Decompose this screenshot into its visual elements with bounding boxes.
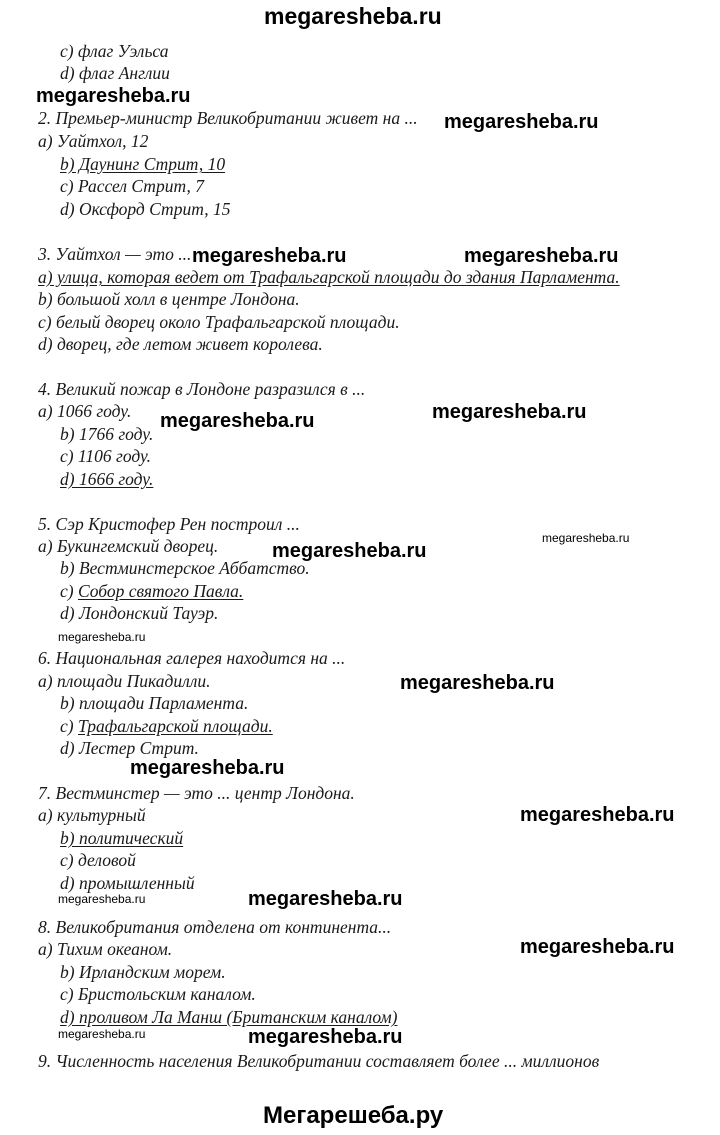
- q4-option-c: c) 1106 году.: [60, 446, 152, 466]
- watermark: megaresheba.ru: [272, 540, 427, 562]
- q6-option-b: b) площади Парламента.: [60, 693, 249, 713]
- q2-option-c: c) Рассел Стрит, 7: [60, 176, 205, 196]
- q3-option-a-answer: a) улица, которая ведет от Трафальгарской площади до здания Парламента.: [38, 267, 620, 287]
- q5-option-b: b) Вестминстерское Аббатство.: [60, 558, 310, 578]
- q2-option-a: a) Уайтхол, 12: [38, 131, 149, 151]
- q3-option-c: c) белый дворец около Трафальгарской площади.: [38, 312, 400, 332]
- q4-option-b: b) 1766 году.: [60, 424, 154, 444]
- watermark: megaresheba.ru: [464, 245, 619, 267]
- q4-option-a: a) 1066 году.: [38, 401, 132, 421]
- q6-option-d: d) Лестер Стрит.: [60, 738, 199, 758]
- q3-option-b: b) большой холл в центре Лондона.: [38, 289, 300, 309]
- q2-option-d: d) Оксфорд Стрит, 15: [60, 199, 231, 219]
- q5-option-c-answer: Собор святого Павла.: [77, 581, 244, 601]
- watermark: megaresheba.ru: [36, 85, 191, 107]
- q5-option-d: d) Лондонский Тауэр.: [60, 603, 219, 623]
- q7-question: 7. Вестминстер — это ... центр Лондона.: [38, 783, 355, 803]
- q1-option-d: d) флаг Англии: [60, 63, 170, 83]
- q7-option-b-answer: b) политический: [60, 828, 184, 848]
- watermark: megaresheba.ru: [444, 111, 599, 133]
- watermark-small: megaresheba.ru: [542, 531, 630, 545]
- q6-question: 6. Национальная галерея находится на ...: [38, 648, 346, 668]
- q5-option-a: a) Букингемский дворец.: [38, 536, 219, 556]
- watermark-footer: Мегарешеба.ру: [263, 1102, 444, 1129]
- watermark: megaresheba.ru: [192, 245, 347, 267]
- watermark: megaresheba.ru: [248, 1026, 403, 1048]
- q7-option-d: d) промышленный: [60, 873, 195, 893]
- q2-option-b-answer: b) Даунинг Стрит, 10: [60, 154, 226, 174]
- q8-option-d-answer: d) проливом Ла Манш (Британским каналом): [60, 1007, 398, 1027]
- q8-option-b: b) Ирландским морем.: [60, 962, 226, 982]
- q4-question: 4. Великий пожар в Лондоне разразился в ...: [38, 379, 366, 399]
- q6-option-c: [60, 715, 273, 737]
- q8-option-a: a) Тихим океаном.: [38, 939, 173, 959]
- option-letter: c): [60, 716, 78, 736]
- q2-question: 2. Премьер-министр Великобритании живет на ...: [38, 108, 418, 128]
- q3-question: 3. Уайтхол — это ...: [38, 244, 192, 264]
- q8-question: 8. Великобритания отделена от континента...: [38, 917, 392, 937]
- q3-option-d: d) дворец, где летом живет королева.: [38, 334, 323, 354]
- watermark-small: megaresheba.ru: [58, 892, 146, 906]
- watermark: megaresheba.ru: [520, 936, 675, 958]
- watermark: megaresheba.ru: [160, 410, 315, 432]
- q7-option-a: a) культурный: [38, 805, 146, 825]
- watermark-small: megaresheba.ru: [58, 1027, 146, 1041]
- q5-question: 5. Сэр Кристофер Рен построил ...: [38, 514, 300, 534]
- watermark: megaresheba.ru: [432, 401, 587, 423]
- q4-option-d-answer: d) 1666 году.: [60, 469, 154, 489]
- watermark: megaresheba.ru: [400, 672, 555, 694]
- q6-option-c-answer: Трафальгарской площади.: [77, 716, 273, 736]
- watermark: megaresheba.ru: [520, 804, 675, 826]
- watermark: megaresheba.ru: [248, 888, 403, 910]
- watermark: megaresheba.ru: [130, 757, 285, 779]
- watermark-small: megaresheba.ru: [58, 630, 146, 644]
- option-letter: c): [60, 581, 78, 601]
- watermark-header: megaresheba.ru: [264, 3, 442, 29]
- q6-option-a: a) площади Пикадилли.: [38, 671, 211, 691]
- q9-question: 9. Численность населения Великобритании составляет более ... миллионов: [38, 1051, 600, 1071]
- q5-option-c: [60, 580, 243, 602]
- q8-option-c: c) Бристольским каналом.: [60, 984, 256, 1004]
- q1-option-c: c) флаг Уэльса: [60, 41, 169, 61]
- q7-option-c: c) деловой: [60, 850, 136, 870]
